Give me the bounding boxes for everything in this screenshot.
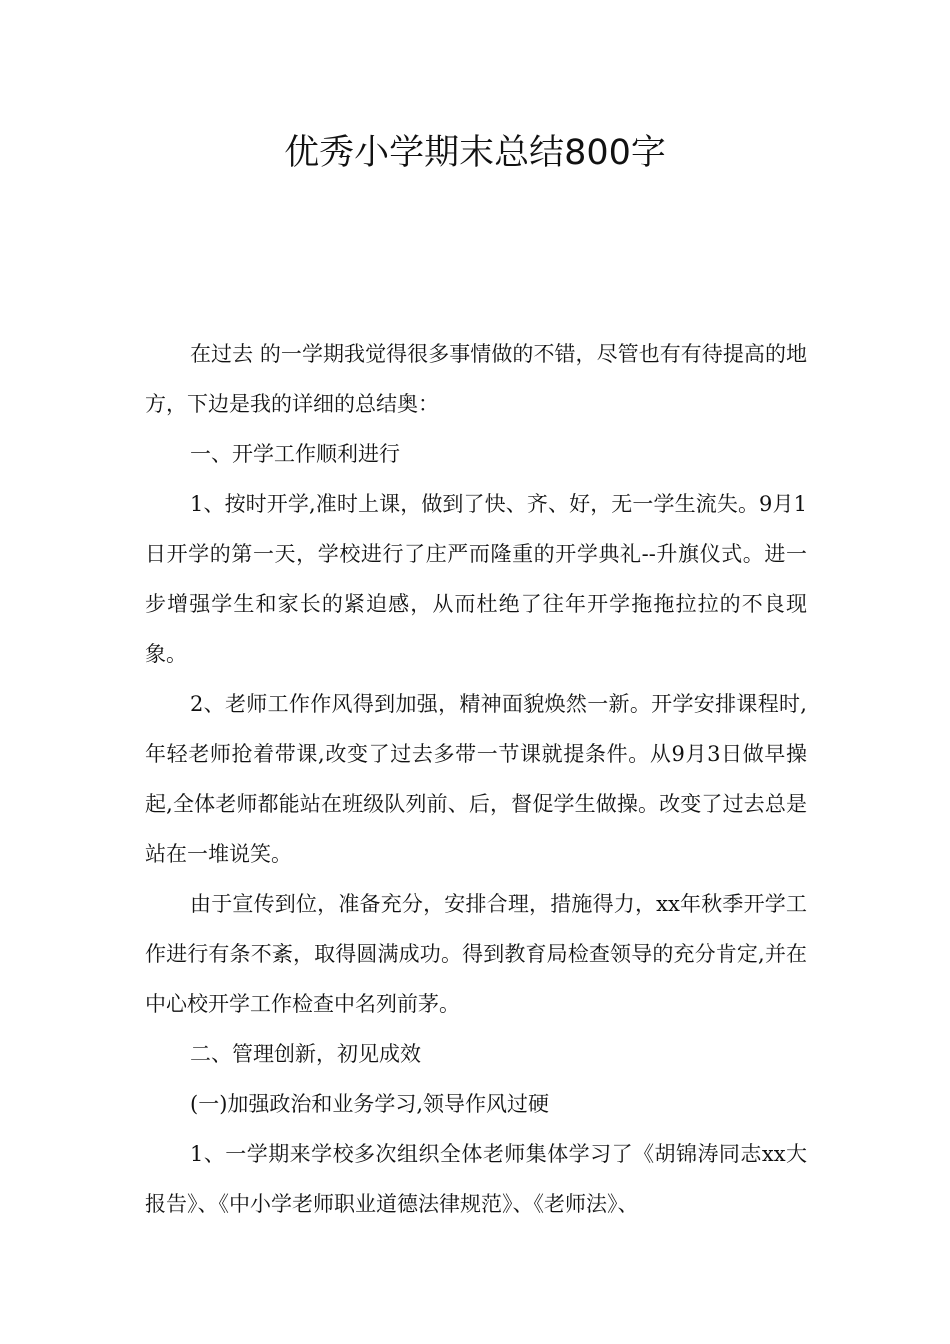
paragraph-2: 2、老师工作作风得到加强，精神面貌焕然一新。开学安排课程时,年轻老师抢着带课,改变了过去多带一节课就提条件。从9月3日做早操起,全体老师都能站在班级队列前、后，督促学生做操。改变了过去总是站在一堆说笑。 [145, 692, 807, 866]
paragraph-1: 1、按时开学,准时上课，做到了快、齐、好，无一学生流失。9月1日开学的第一天，学校进行了庄严而隆重的开学典礼--升旗仪式。进一步增强学生和家长的紧迫感，从而杜绝了往年开学拖拖拉拉的不良现象。 [145, 492, 807, 666]
paragraph-intro: 在过去 的一学期我觉得很多事情做的不错，尽管也有有待提高的地方，下边是我的详细的总结奥： [145, 342, 807, 416]
document-title: 优秀小学期末总结800字 [284, 133, 666, 173]
subsection-heading-1: (一)加强政治和业务学习,领导作风过硬 [190, 1092, 550, 1116]
paragraph-3: 由于宣传到位，准备充分，安排合理，措施得力，xx年秋季开学工作进行有条不紊，取得圆满成功。得到教育局检查领导的充分肯定,并在中心校开学工作检查中名列前茅。 [145, 892, 807, 1016]
paragraph-4: 1、一学期来学校多次组织全体老师集体学习了《胡锦涛同志xx大报告》、《中小学老师职业道德法律规范》、《老师法》、 [145, 1142, 807, 1216]
section-heading-1: 一、开学工作顺利进行 [190, 442, 400, 466]
section-heading-2: 二、管理创新，初见成效 [190, 1042, 421, 1066]
document-body [145, 329, 807, 1229]
